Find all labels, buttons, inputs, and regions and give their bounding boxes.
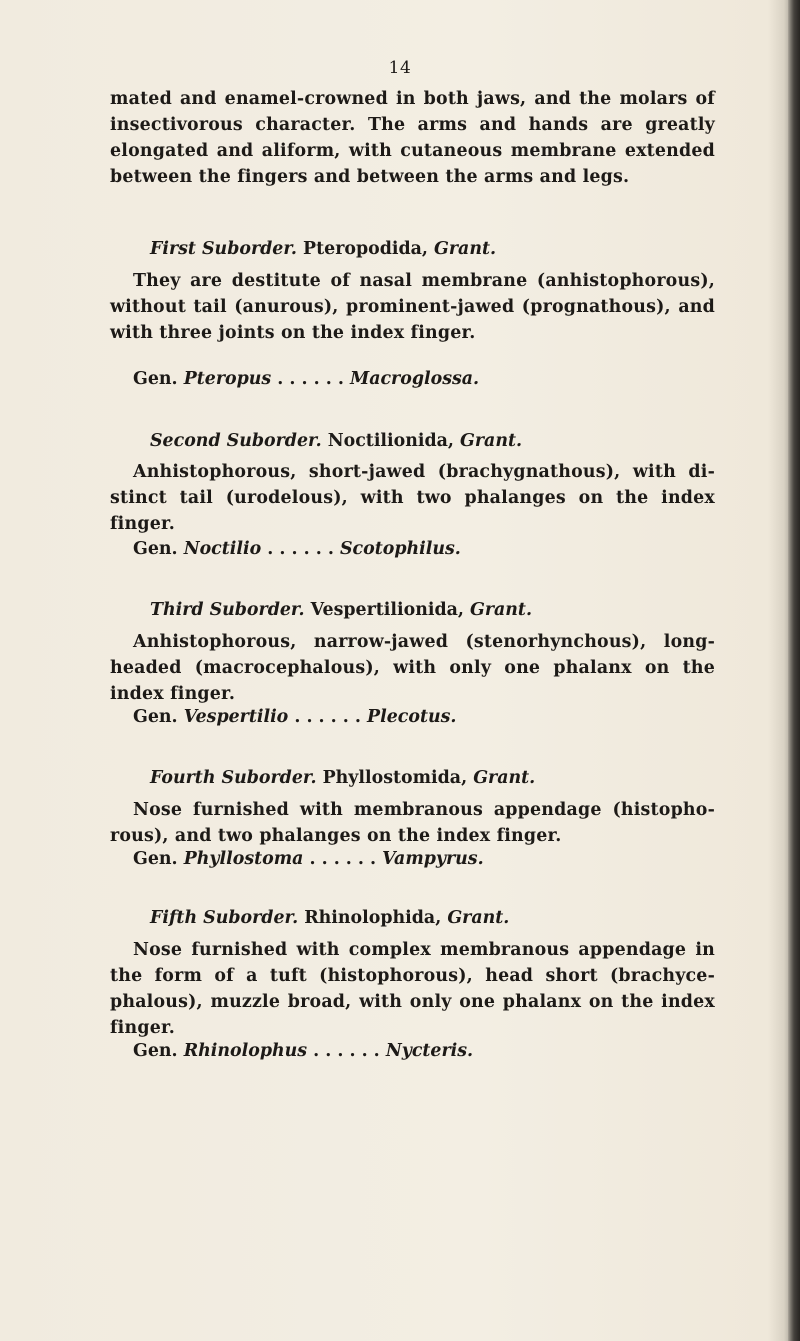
suborder-description: [110, 937, 715, 1041]
suborder-ordinal: Fifth Suborder.: [150, 908, 299, 928]
suborder-heading: [150, 768, 535, 788]
genus-line: [133, 369, 479, 389]
genus-last: Vampyrus.: [382, 849, 484, 869]
text-line: Anhistophorous, short-jawed (brachygnathous), with di-: [133, 462, 715, 482]
text-line: headed (macrocephalous), with only one phalanx on the: [110, 658, 715, 678]
intro-paragraph: [110, 86, 715, 190]
text-line: index finger.: [110, 684, 236, 704]
text-line: They are destitute of nasal membrane (anhistophorous),: [133, 271, 715, 291]
genus-line: [133, 539, 461, 559]
genus-line: [133, 707, 456, 727]
text-line: without tail (anurous), prominent-jawed (prognathous), and: [110, 297, 715, 317]
suborder-name: Rhinolophida,: [304, 908, 442, 928]
suborder-ordinal: Second Suborder.: [150, 431, 322, 451]
text-line: Nose furnished with membranous appendage (histopho-: [133, 800, 715, 820]
gen-label: Gen.: [133, 369, 178, 389]
gen-label: Gen.: [133, 539, 178, 559]
suborder-name: Noctilionida,: [327, 431, 454, 451]
suborder-authority: Grant.: [473, 768, 536, 788]
suborder-authority: Grant.: [434, 239, 497, 259]
gen-label: Gen.: [133, 1041, 178, 1061]
text-line: Nose furnished with complex membranous appendage in: [133, 940, 715, 960]
genus-dots: . . . . . .: [294, 707, 361, 727]
suborder-description: [110, 797, 715, 849]
genus-first: Vespertilio: [183, 707, 289, 727]
genus-first: Rhinolophus: [183, 1041, 308, 1061]
suborder-name: Phyllostomida,: [322, 768, 468, 788]
suborder-authority: Grant.: [447, 908, 510, 928]
genus-line: [133, 1041, 473, 1061]
genus-last: Plecotus.: [367, 707, 457, 727]
genus-dots: . . . . . .: [309, 849, 377, 869]
text-line: mated and enamel-crowned in both jaws, and the molars of: [110, 89, 715, 109]
text-line: with three joints on the index finger.: [110, 323, 476, 343]
genus-first: Noctilio: [183, 539, 262, 559]
text-line: elongated and aliform, with cutaneous membrane extended: [110, 141, 715, 161]
suborder-name: Pteropodida,: [303, 239, 428, 259]
text-line: rous), and two phalanges on the index finger.: [110, 826, 562, 846]
genus-first: Phyllostoma: [183, 849, 304, 869]
suborder-heading: [150, 600, 532, 620]
genus-last: Nycteris.: [385, 1041, 474, 1061]
suborder-heading: [150, 431, 522, 451]
suborder-description: [110, 268, 715, 346]
gen-label: Gen.: [133, 707, 178, 727]
text-line: stinct tail (urodelous), with two phalanges on the index: [110, 488, 715, 508]
text-line: Anhistophorous, narrow-jawed (stenorhynchous), long-: [133, 632, 715, 652]
text-line: phalous), muzzle broad, with only one phalanx on the index: [110, 992, 715, 1012]
genus-first: Pteropus: [183, 369, 272, 389]
suborder-ordinal: Fourth Suborder.: [150, 768, 317, 788]
text-line: between the fingers and between the arms and legs.: [110, 167, 630, 187]
gen-label: Gen.: [133, 849, 178, 869]
suborder-ordinal: Third Suborder.: [150, 600, 305, 620]
suborder-heading: [150, 239, 496, 259]
text-line: the form of a tuft (histophorous), head short (brachyce-: [110, 966, 715, 986]
genus-line: [133, 849, 484, 869]
suborder-description: [110, 459, 715, 537]
genus-dots: . . . . . .: [277, 369, 344, 389]
genus-dots: . . . . . .: [267, 539, 334, 559]
page-number: 14: [388, 58, 412, 78]
text-line: insectivorous character. The arms and hands are greatly: [110, 115, 715, 135]
suborder-description: [110, 629, 715, 707]
suborder-heading: [150, 908, 509, 928]
suborder-authority: Grant.: [460, 431, 523, 451]
genus-last: Scotophilus.: [339, 539, 461, 559]
genus-last: Macroglossa.: [349, 369, 480, 389]
page-edge-shadow: [788, 0, 800, 1341]
suborder-ordinal: First Suborder.: [150, 239, 297, 259]
genus-dots: . . . . . .: [313, 1041, 380, 1061]
text-line: finger.: [110, 1018, 175, 1038]
suborder-authority: Grant.: [470, 600, 533, 620]
text-line: finger.: [110, 514, 175, 534]
suborder-name: Vespertilionida,: [310, 600, 464, 620]
